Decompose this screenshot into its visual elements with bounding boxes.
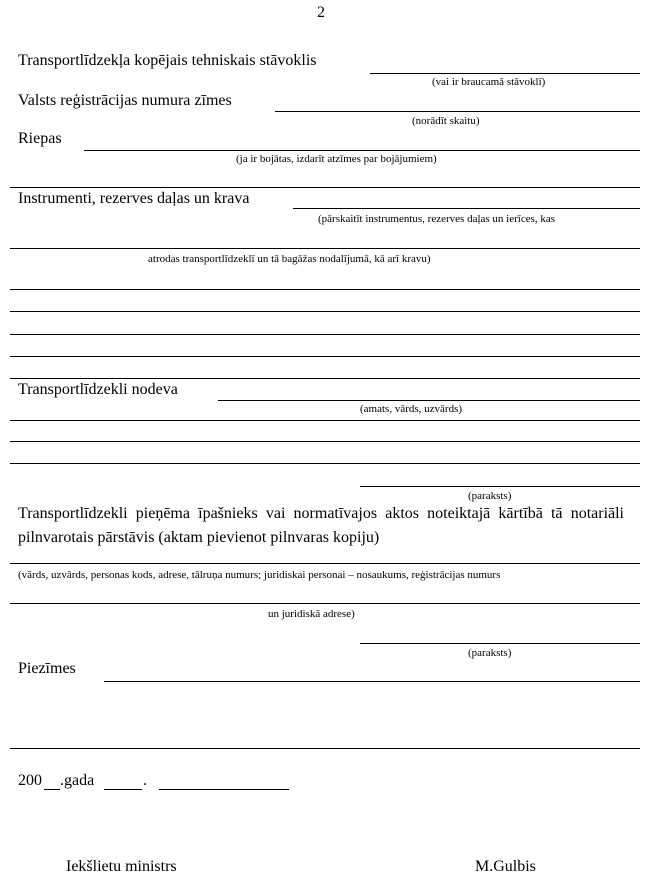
received-signature-hint: (paraksts) (468, 647, 512, 659)
received-line[interactable] (10, 563, 640, 564)
condition-label: Transportlīdzekļa kopējais tehniskais stāvoklis (18, 52, 317, 69)
date-year-blank[interactable] (44, 789, 60, 790)
plates-label: Valsts reģistrācijas numura zīmes (18, 92, 232, 109)
handed-over-hint: (amats, vārds, uzvārds) (360, 403, 463, 415)
handed-over-line-4[interactable] (10, 463, 640, 464)
received-signature-line[interactable] (360, 643, 640, 644)
tires-line[interactable] (84, 150, 640, 151)
cargo-line-3[interactable] (10, 289, 640, 290)
notes-line-2[interactable] (10, 748, 640, 749)
condition-line[interactable] (370, 73, 640, 74)
received-line-2[interactable] (10, 603, 640, 604)
handed-over-line[interactable] (218, 400, 640, 401)
date-day-blank[interactable] (104, 789, 142, 790)
notes-line[interactable] (104, 681, 640, 682)
handed-over-signature-line[interactable] (360, 486, 640, 487)
cargo-line-7[interactable] (10, 378, 640, 379)
notes-label: Piezīmes (18, 660, 76, 677)
cargo-hint-line2: atrodas transportlīdzeklī un tā bagāžas nodalījumā, kā arī kravu) (148, 253, 431, 265)
date-dot: . (143, 772, 147, 789)
tires-hint: (ja ir bojātas, izdarīt atzīmes par bojājumiem) (236, 153, 437, 165)
handed-over-label: Transportlīdzekli nodeva (18, 381, 178, 398)
cargo-top-line[interactable] (10, 187, 640, 188)
plates-hint: (norādīt skaitu) (412, 115, 480, 127)
received-hint-line1: (vārds, uzvārds, personas kods, adrese, tālruņa numurs; juridiskai personai – nosaukums, reģistrācijas numurs (18, 569, 501, 581)
cargo-line-2[interactable] (10, 248, 640, 249)
cargo-line[interactable] (293, 208, 640, 209)
page-number: 2 (317, 4, 325, 21)
cargo-line-4[interactable] (10, 311, 640, 312)
date-prefix: 200 (18, 772, 42, 789)
signatory-title: Iekšlietu ministrs (66, 858, 177, 875)
date-year-suffix: .gada (60, 772, 95, 789)
received-text: Transportlīdzekli pieņēma īpašnieks vai normatīvajos aktos noteiktajā kārtībā tā notariāli pilnvarotais pārstāvis (aktam pievienot pilnvaras kopiju) (18, 505, 624, 546)
handed-over-line-3[interactable] (10, 441, 640, 442)
received-hint-line2: un juridiskā adrese) (268, 608, 355, 620)
handed-over-signature-hint: (paraksts) (468, 490, 512, 502)
handed-over-line-2[interactable] (10, 420, 640, 421)
condition-hint: (vai ir braucamā stāvoklī) (432, 76, 546, 88)
signatory-name: M.Gulbis (475, 858, 536, 875)
cargo-line-5[interactable] (10, 334, 640, 335)
date-month-blank[interactable] (159, 789, 289, 790)
plates-line[interactable] (275, 111, 640, 112)
tires-label: Riepas (18, 130, 62, 147)
cargo-line-6[interactable] (10, 356, 640, 357)
cargo-label: Instrumenti, rezerves daļas un krava (18, 190, 250, 207)
cargo-hint-line1: (pārskaitīt instrumentus, rezerves daļas un ierīces, kas (318, 213, 556, 225)
